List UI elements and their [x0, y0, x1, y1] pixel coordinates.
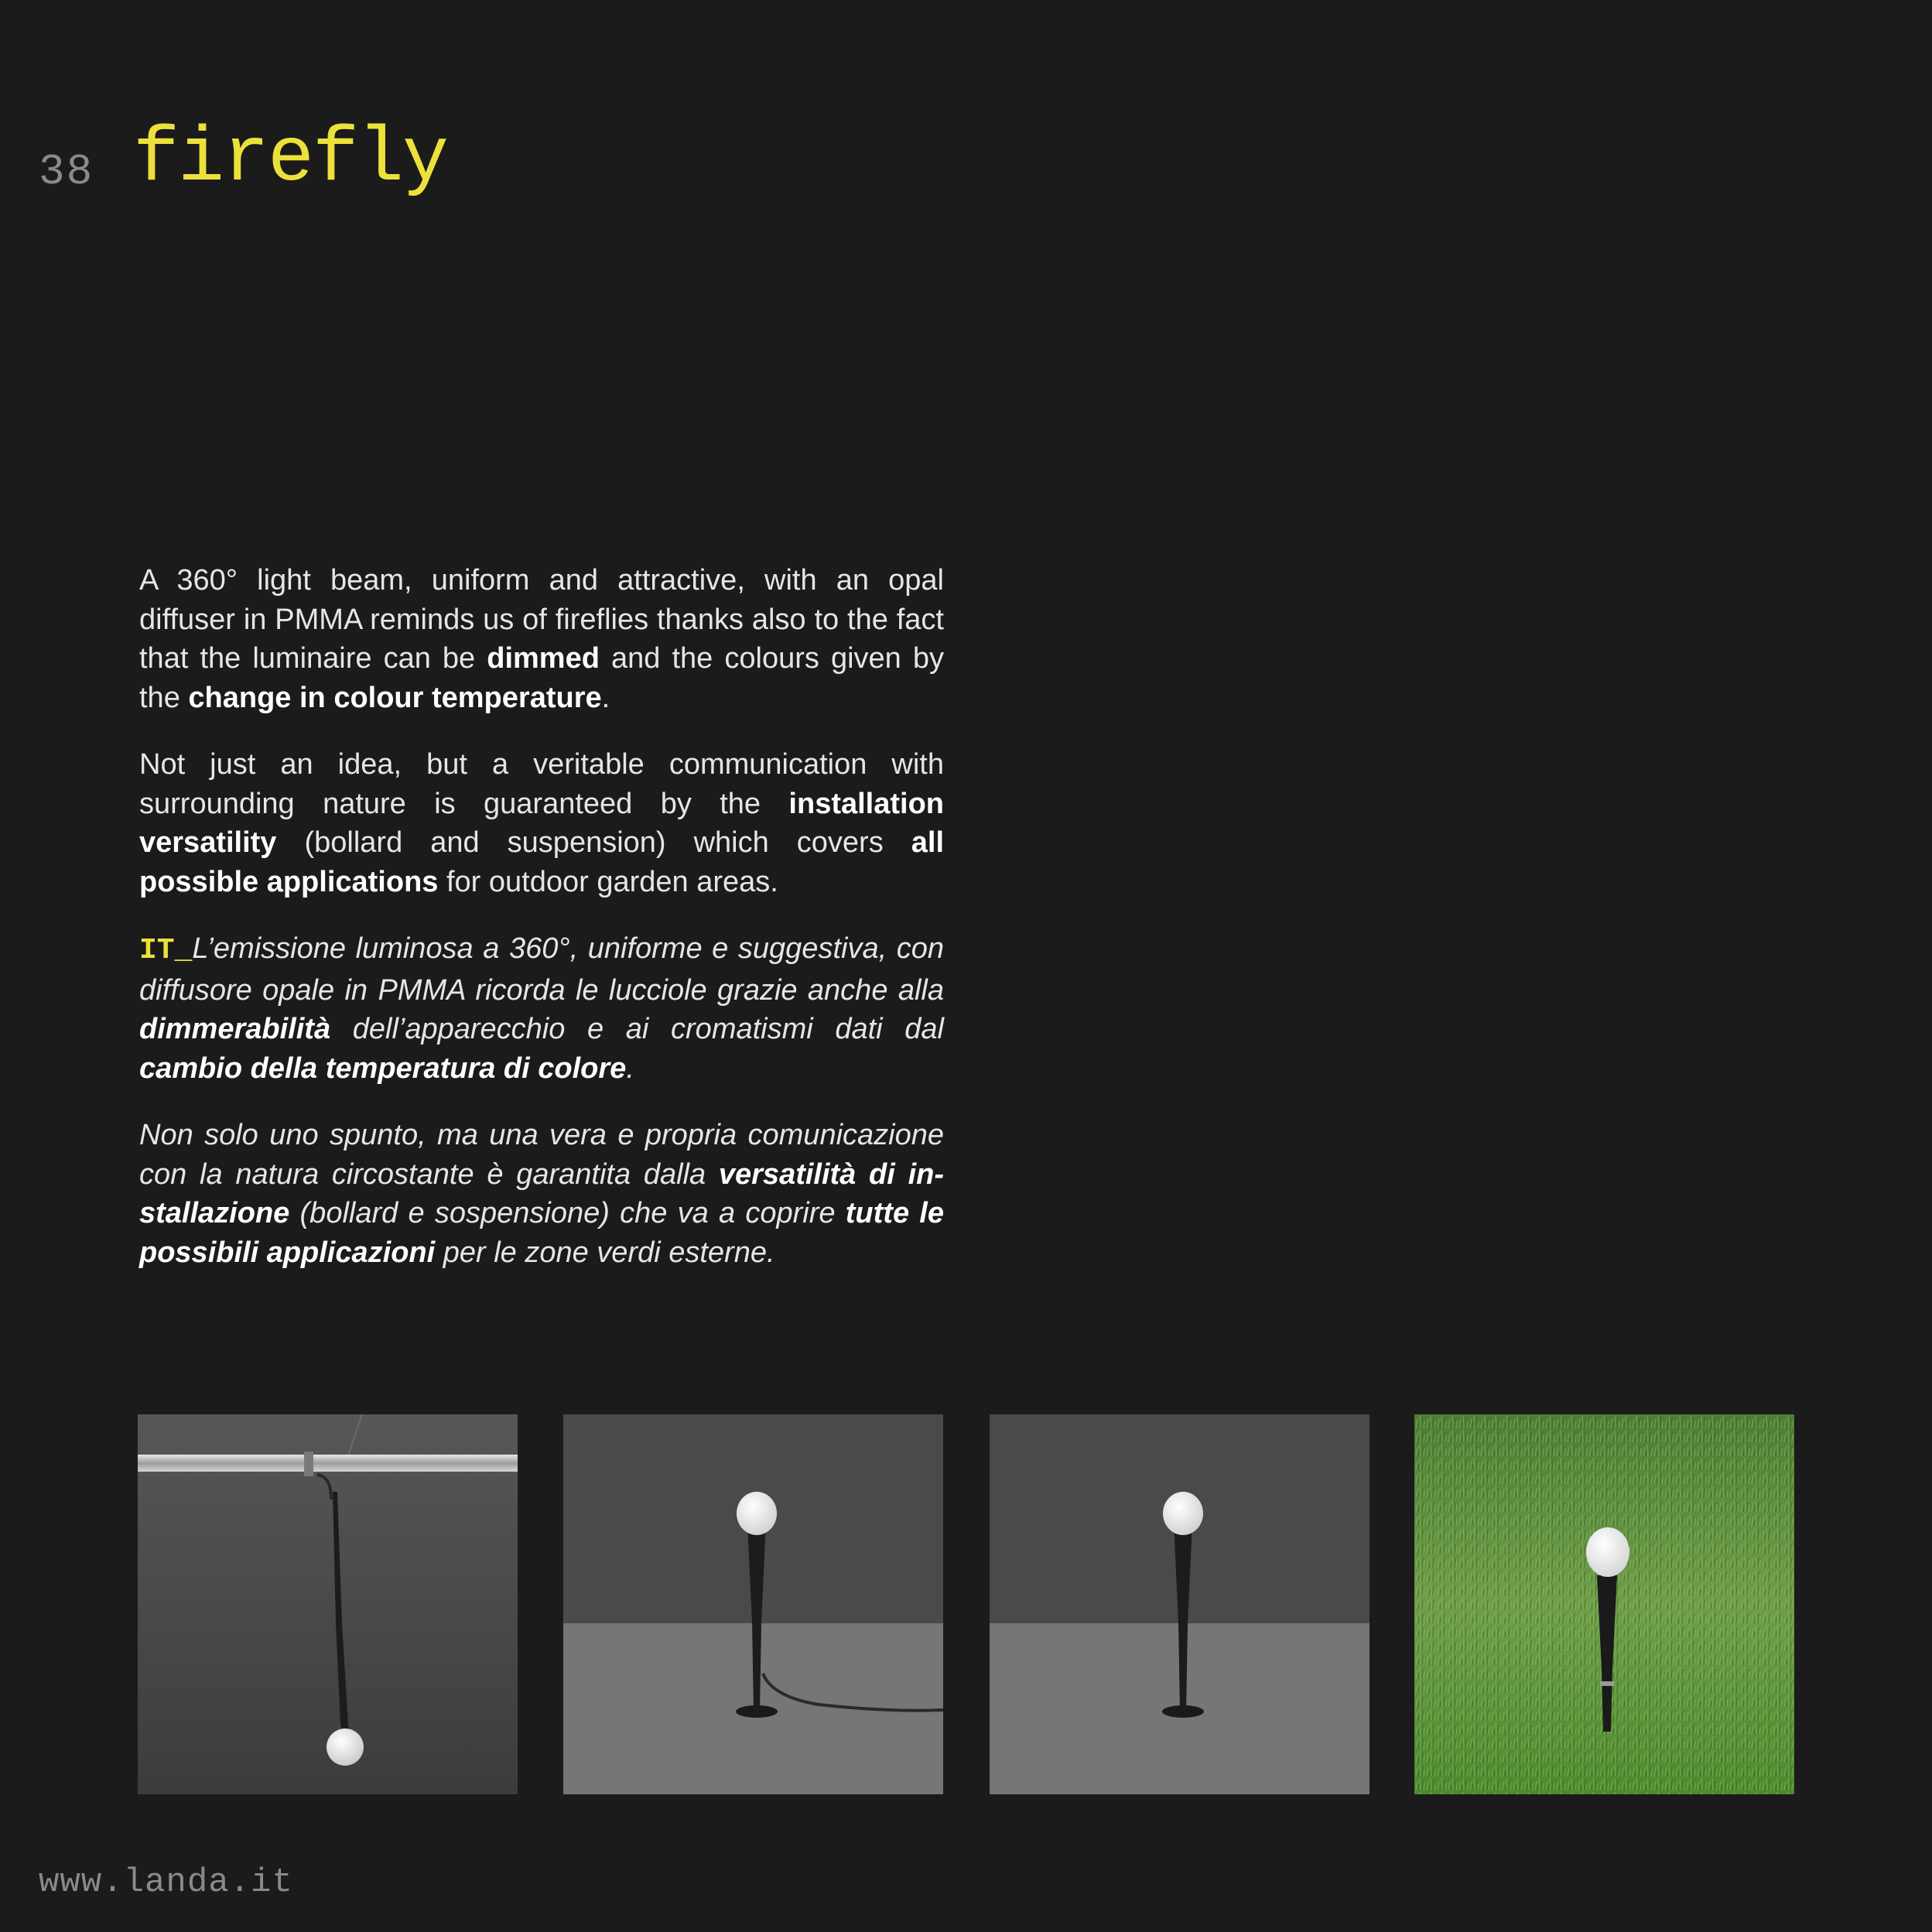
- product-title: firefly: [133, 116, 448, 203]
- italian-paragraph-1: [139, 929, 944, 1088]
- page-number: 38: [39, 147, 94, 197]
- bollard-with-cable-image: [563, 1414, 943, 1794]
- bold-text: dimmerabilità: [139, 1013, 331, 1045]
- bold-text: tutte le possibili applicazioni: [139, 1197, 945, 1269]
- text-span: and the colours given by the: [139, 642, 944, 714]
- text-span: L’emissione luminosa a 360°, uniforme e suggestiva, con diffusore opale in PMMA ricorda le lucciole grazie anche alla: [139, 932, 944, 1007]
- bold-text: versatilità di in-stallazione: [139, 1157, 945, 1229]
- text-span: dell’apparecchio e ai cromatismi dati dal: [330, 1013, 944, 1045]
- language-tag: IT_: [139, 934, 193, 967]
- photo-suspension: [138, 1414, 518, 1794]
- photo-garden: [1414, 1414, 1794, 1794]
- english-paragraph-1: [139, 561, 944, 717]
- suspension-lamp-image: [138, 1414, 518, 1794]
- photo-bollard-cable: [563, 1414, 943, 1794]
- english-paragraph-2: [139, 745, 944, 901]
- italian-paragraph-2: [139, 1116, 944, 1272]
- bollard-image: [990, 1414, 1369, 1794]
- bold-text: dimmed: [487, 642, 600, 675]
- text-span: Non solo uno spunto, ma una vera e propria comunicazione con la natura circostante è garantita dalla: [139, 1119, 944, 1191]
- text-span: Not just an idea, but a veritable communication with surrounding nature is guaranteed by the: [139, 748, 944, 820]
- website-url: www.landa.it: [39, 1863, 293, 1902]
- text-span: .: [601, 681, 610, 714]
- text-span: for outdoor garden areas.: [438, 865, 778, 898]
- bold-text: cambio della temperatura di colore: [139, 1051, 627, 1085]
- text-span: .: [626, 1051, 634, 1085]
- photo-bollard: [990, 1414, 1369, 1794]
- text-span: per le zone verdi esterne.: [435, 1236, 775, 1269]
- description-text: [139, 561, 944, 1300]
- text-span: A 360° light beam, uniform and attractive, with an opal diffuser in PMMA reminds us of fireflies thanks also to the fact that the luminaire can be: [139, 564, 944, 675]
- bold-text: change in colour temperature: [188, 681, 602, 714]
- bold-text: all possible applications: [139, 826, 944, 898]
- bold-text: installation versatility: [139, 787, 944, 859]
- text-span: (bollard and suspension) which covers: [276, 826, 911, 859]
- text-span: (bollard e sospensione) che va a coprire: [289, 1197, 846, 1229]
- garden-bollard-image: [1414, 1414, 1794, 1794]
